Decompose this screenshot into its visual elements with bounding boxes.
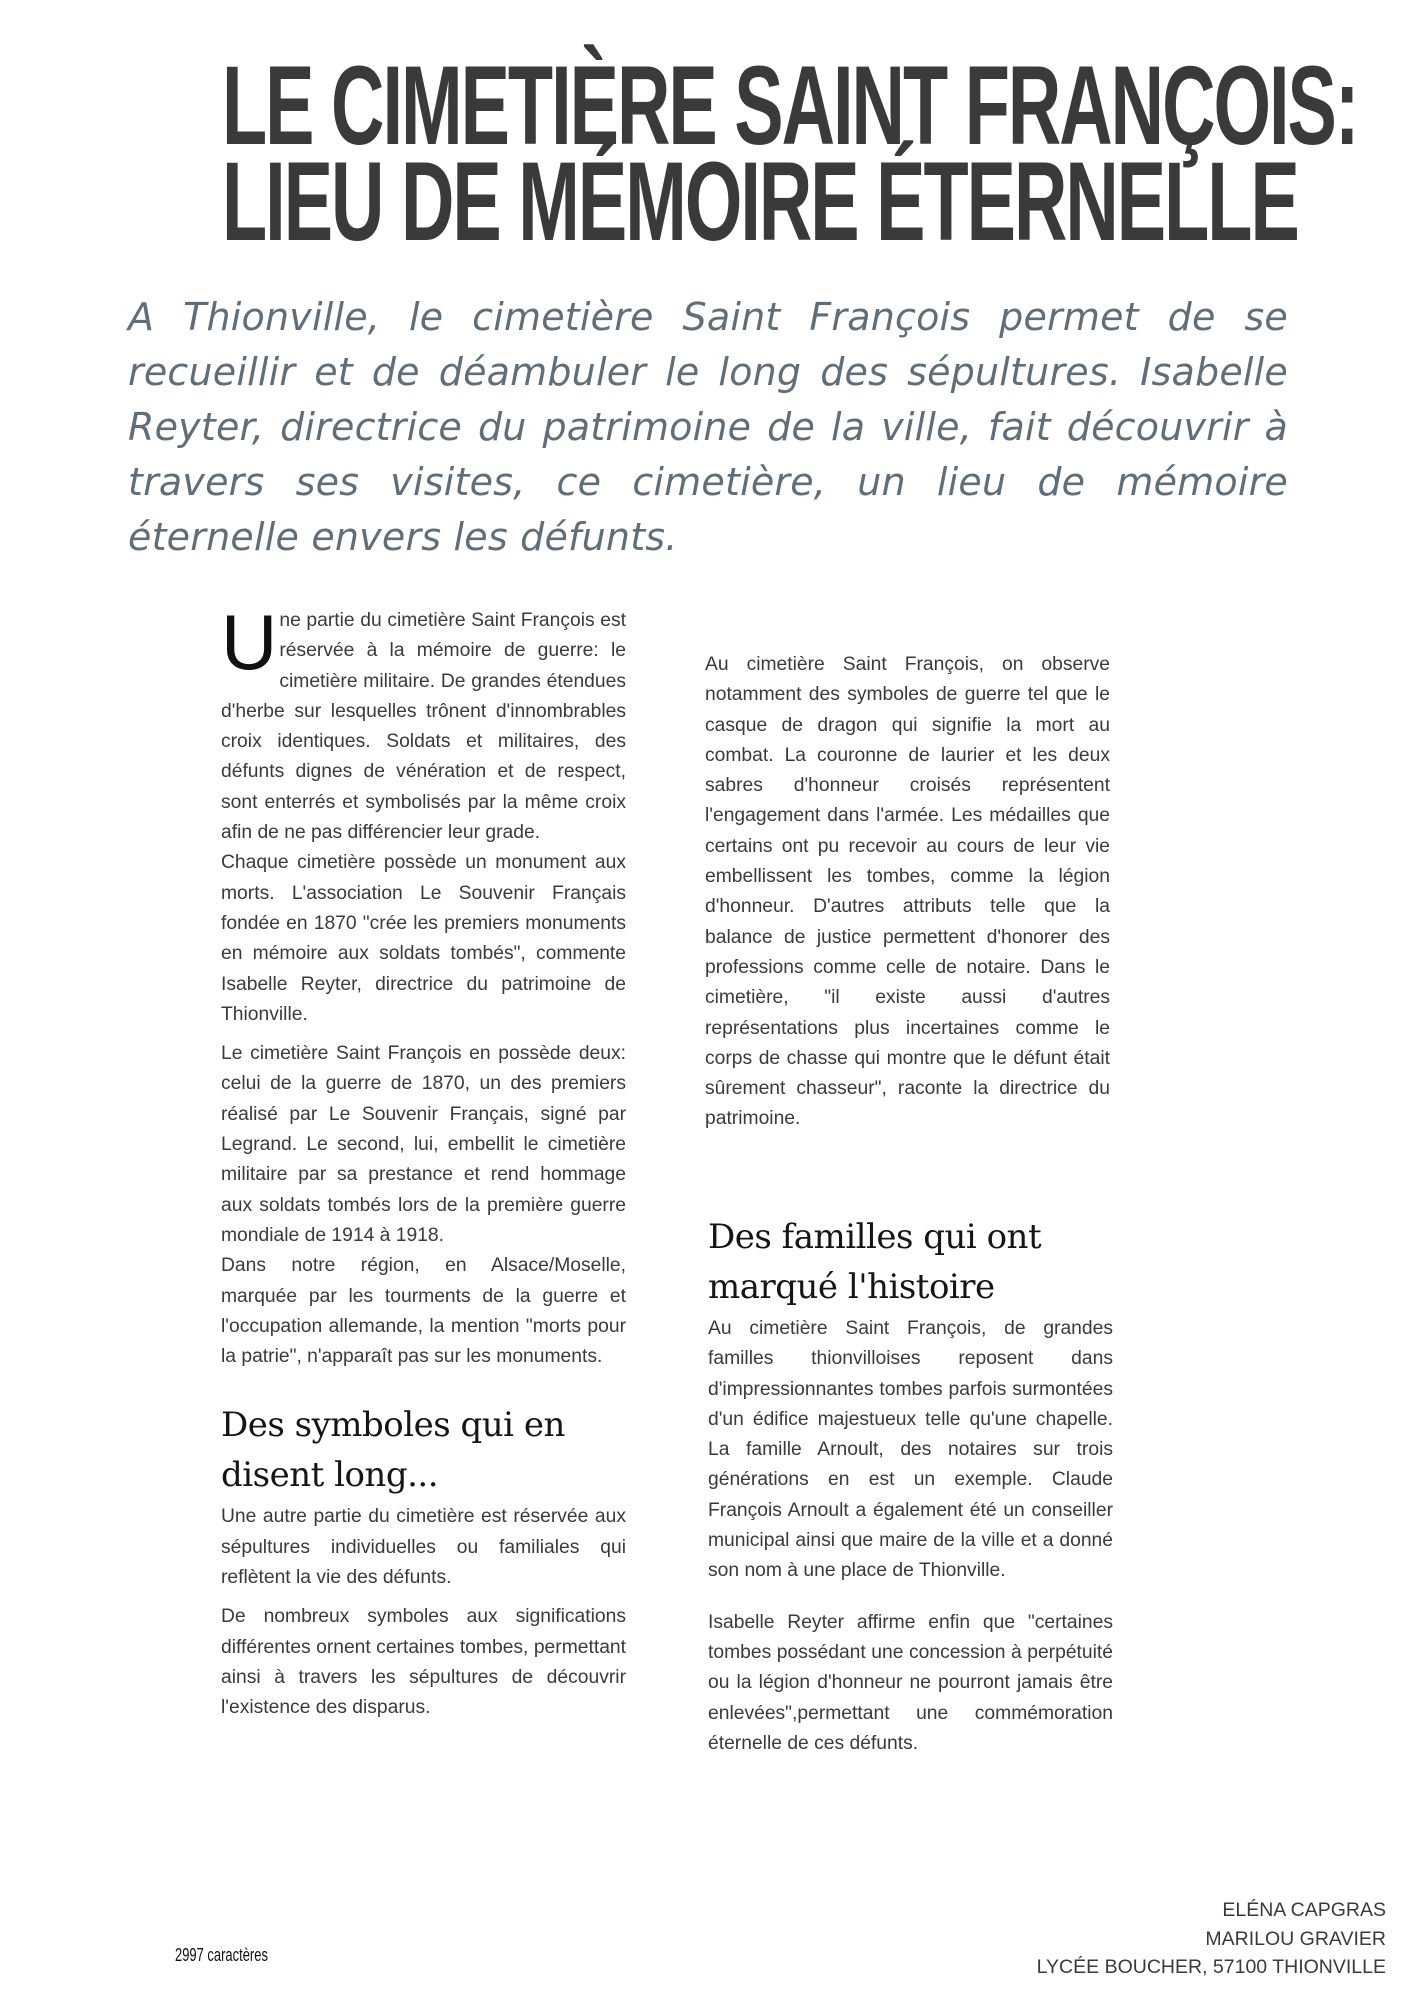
paragraph-conclusion: Isabelle Reyter affirme enfin que "certaines tombes possédant une concession à perpétuité ou la légion d'honneur ne pourront jamais être enlevées",permettant une commémoration éternelle de ces défunts.: [708, 1611, 1113, 1754]
credit-author-1: ELÉNA CAPGRAS: [1222, 1899, 1386, 1921]
drop-cap: U: [221, 598, 278, 686]
paragraph-sepultures: Une autre partie du cimetière est réservée aux sépultures individuelles ou familiales qui reflètent la vie des défunts.: [221, 1506, 626, 1589]
paragraph-symbols: De nombreux symboles aux significations différentes ornent certaines tombes, permettant ainsi à travers les sépultures de découvrir l'existence des disparus.: [221, 1606, 626, 1719]
subhead-symbols: Des symboles qui en disent long...: [221, 1405, 565, 1496]
article-title: [222, 43, 1358, 264]
title-line-2: LIEU DE MÉMOIRE ÉTERNELLE: [222, 139, 1298, 264]
subhead-families: Des familles qui ont marqué l'histoire: [708, 1217, 1042, 1307]
right-column-top: [705, 650, 1110, 1144]
credit-school: LYCÉE BOUCHER, 57100 THIONVILLE: [1036, 1956, 1386, 1978]
author-credits: [1037, 1896, 1386, 1982]
left-column: [221, 598, 626, 1733]
paragraph-intro-text: ne partie du cimetière Saint François est réservée à la mémoire de guerre: le cimetière militaire. De grandes étendues d'herbe sur lesquelles trônent d'innombrables croix identiques. Soldats et militaires, des défunts dignes de vénération et de respect, sont enterrés et symbolisés par la même croix afin de ne pas différencier leur grade.: [221, 610, 626, 844]
paragraph-two-monuments: Le cimetière Saint François en possède deux: celui de la guerre de 1870, un des premiers réalisé par Le Souvenir Français, signé par Legrand. Le second, lui, embellit le cimetière militaire par sa prestance et rend hommage aux soldats tombés lors de la première guerre mondiale de 1914 à 1918.: [221, 1043, 626, 1246]
paragraph-monument: Chaque cimetière possède un monument aux morts. L'association Le Souvenir Français fondée en 1870 "crée les premiers monuments en mémoire aux soldats tombés", commente Isabelle Reyter, directrice du patrimoine de Thionville.: [221, 852, 626, 1025]
right-column-bottom: [708, 1212, 1113, 1768]
credit-author-2: MARILOU GRAVIER: [1205, 1927, 1386, 1950]
paragraph-war-symbols: Au cimetière Saint François, on observe notamment des symboles de guerre tel que le casque de dragon qui signifie la mort au combat. La couronne de laurier et les deux sabres d'honneur croisés représentent l'engagement dans l'armée. Les médailles que certains ont pu recevoir au cours de leur vie embellissent les tombes, comme la légion d'honneur. D'autres attributs telle que la balance de justice permettent d'honorer des professions comme celle de notaire. Dans le cimetière, "il existe aussi d'autres représentations plus incertaines comme le corps de chasse qui montre que le défunt était sûrement chasseur", raconte la directrice du patrimoine.: [705, 654, 1110, 1130]
paragraph-region: Dans notre région, en Alsace/Moselle, marquée par les tourments de la guerre et l'occupation allemande, la mention "morts pour la patrie", n'apparaît pas sur les monuments.: [221, 1255, 626, 1368]
paragraph-families: Au cimetière Saint François, de grandes familles thionvilloises reposent dans d'impressionnantes tombes parfois surmontées d'un édifice majestueux telle qu'une chapelle. La famille Arnoult, des notaires sur trois générations en est un exemple. Claude François Arnoult a également été un conseiller municipal ainsi que maire de la ville et a donné son nom à une place de Thionville.: [708, 1318, 1113, 1582]
paragraph-intro: [221, 598, 626, 848]
article-lede: A Thionville, le cimetière Saint François permet de se recueillir et de déambuler le long des sépultures. Isabelle Reyter, directrice du patrimoine de la ville, fait découvrir à travers ses visites, ce cimetière, un lieu de mémoire éternelle envers les défunts.: [128, 295, 1288, 559]
title-line-1: LE CIMETIÈRE SAINT FRANÇOIS:: [222, 43, 1358, 168]
character-count: 2997 caractères: [175, 1945, 268, 1965]
